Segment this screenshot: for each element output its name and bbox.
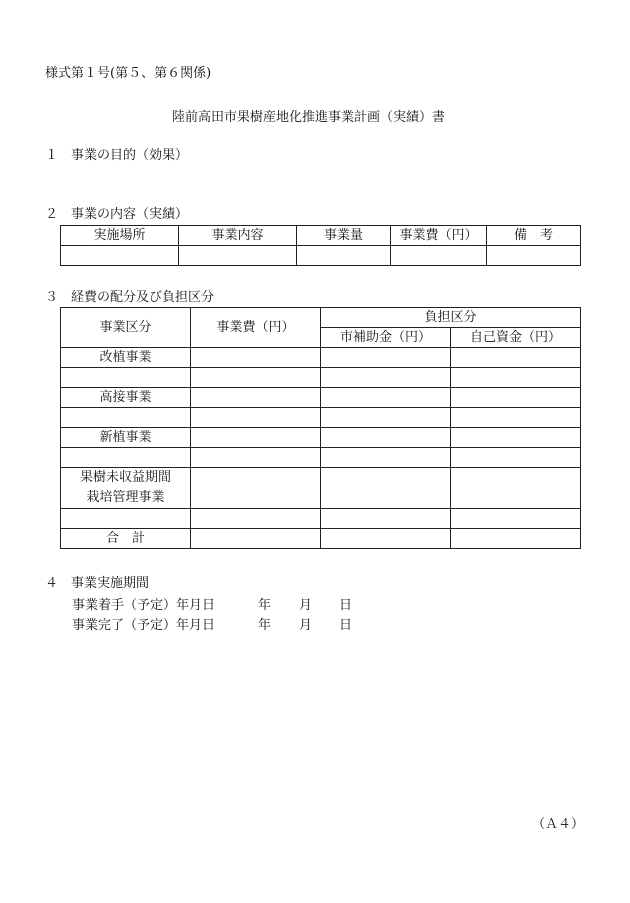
section3-heading: ３ 経費の配分及び負担区分 [45,290,215,305]
start-month[interactable]: 月 [299,598,313,613]
end-date-label: 事業完了（予定）年月日 [72,618,216,633]
cell-cost[interactable] [191,509,321,529]
row-label-newplanting: 新植事業 [61,428,191,448]
cell-total-own[interactable] [451,529,581,549]
input-remarks[interactable] [487,246,581,266]
end-year[interactable]: 年 [258,618,272,633]
cell-subsidy[interactable] [321,348,451,368]
section4-heading: ４ 事業実施期間 [45,576,150,591]
cell-cost[interactable] [191,368,321,388]
header-category: 事業区分 [61,308,191,348]
cell-own[interactable] [451,448,581,468]
cell-cost[interactable] [191,348,321,368]
form-number: 様式第１号(第５、第６関係) [45,66,212,81]
cell-blank[interactable] [61,408,191,428]
row-label-cultivation-line2: 栽培管理事業 [86,490,165,505]
start-date-label: 事業着手（予定）年月日 [72,598,216,613]
document-title: 陸前高田市果樹産地化推進事業計画（実績）書 [172,110,446,125]
header-cost: 事業費（円） [391,226,487,246]
start-day[interactable]: 日 [339,598,353,613]
header-content: 事業内容 [179,226,297,246]
header-project-cost: 事業費（円） [191,308,321,348]
cell-total-cost[interactable] [191,529,321,549]
header-own-funds: 自己資金（円） [451,328,581,348]
cell-own[interactable] [451,408,581,428]
cell-subsidy[interactable] [321,428,451,448]
header-burden: 負担区分 [321,308,581,328]
cell-own[interactable] [451,348,581,368]
end-day[interactable]: 日 [339,618,353,633]
cell-own[interactable] [451,368,581,388]
paper-size-label: （Ａ４） [532,817,585,832]
input-content[interactable] [179,246,297,266]
header-city-subsidy: 市補助金（円） [321,328,451,348]
cell-own[interactable] [451,428,581,448]
cell-cost[interactable] [191,428,321,448]
cell-own[interactable] [451,388,581,408]
cell-cost[interactable] [191,448,321,468]
cost-allocation-table [60,307,581,549]
cell-blank[interactable] [61,368,191,388]
header-remarks: 備 考 [487,226,581,246]
cell-cost[interactable] [191,468,321,509]
input-quantity[interactable] [297,246,391,266]
cell-cost[interactable] [191,388,321,408]
section1-heading: １ 事業の目的（効果） [45,148,189,163]
row-label-total: 合 計 [61,529,191,549]
cell-subsidy[interactable] [321,468,451,509]
cell-subsidy[interactable] [321,368,451,388]
row-label-replanting: 改植事業 [61,348,191,368]
input-location[interactable] [61,246,179,266]
cell-cost[interactable] [191,408,321,428]
section2-heading: ２ 事業の内容（実績） [45,207,189,222]
cell-total-subsidy[interactable] [321,529,451,549]
cell-own[interactable] [451,468,581,509]
row-label-topgrafting: 高接事業 [61,388,191,408]
header-quantity: 事業量 [297,226,391,246]
cell-blank[interactable] [61,509,191,529]
start-year[interactable]: 年 [258,598,272,613]
header-location: 実施場所 [61,226,179,246]
cell-subsidy[interactable] [321,509,451,529]
cell-subsidy[interactable] [321,448,451,468]
project-content-table [60,225,581,266]
cell-own[interactable] [451,509,581,529]
cell-subsidy[interactable] [321,408,451,428]
row-label-cultivation [61,468,191,509]
input-cost[interactable] [391,246,487,266]
row-label-cultivation-line1: 果樹未収益期間 [79,470,171,485]
end-month[interactable]: 月 [299,618,313,633]
cell-subsidy[interactable] [321,388,451,408]
cell-blank[interactable] [61,448,191,468]
